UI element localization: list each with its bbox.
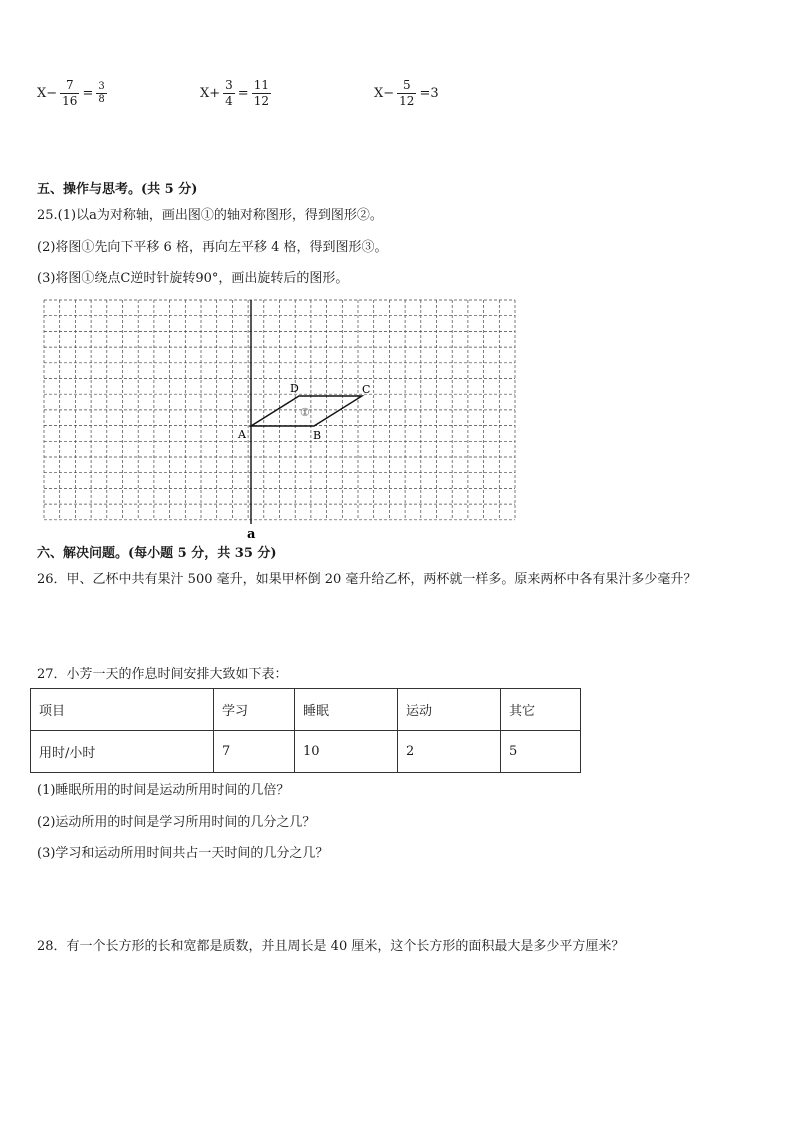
label-D: D bbox=[290, 382, 299, 395]
axis-label-a: a bbox=[247, 527, 256, 542]
question-25-2: (2)将图①先向下平移 6 格，再向左平移 4 格，得到图形③。 bbox=[37, 240, 388, 255]
fraction bbox=[60, 78, 79, 109]
question-25-3: (3)将图①绕点C逆时针旋转90°，画出旋转后的图形。 bbox=[37, 271, 349, 286]
dashed-grid bbox=[44, 300, 515, 520]
fraction bbox=[96, 81, 106, 106]
numerator: 7 bbox=[65, 78, 74, 92]
denominator: 4 bbox=[225, 94, 233, 108]
equation-3 bbox=[374, 78, 439, 109]
fraction bbox=[397, 78, 416, 109]
table-row bbox=[31, 731, 581, 773]
table-cell: 用时/小时 bbox=[31, 731, 214, 773]
equation-2 bbox=[200, 78, 274, 109]
table-row bbox=[31, 689, 581, 731]
equation-1 bbox=[37, 78, 110, 109]
label-A: A bbox=[238, 428, 246, 441]
question-27-intro: 27．小芳一天的作息时间安排大致如下表： bbox=[37, 667, 288, 682]
numerator: 3 bbox=[98, 81, 105, 92]
numerator: 3 bbox=[225, 78, 233, 92]
question-26: 26．甲、乙杯中共有果汁 500 毫升，如果甲杯倒 20 毫升给乙杯，两杯就一样多。原来两杯中各有果汁多少毫升？ bbox=[37, 572, 697, 587]
question-27-3: (3)学习和运动所用时间共占一天时间的几分之几？ bbox=[37, 846, 329, 861]
equation-left: X− bbox=[37, 86, 58, 101]
equation-result: 3 bbox=[430, 86, 439, 101]
schedule-table bbox=[30, 688, 581, 773]
grid-figure bbox=[30, 296, 520, 542]
fraction bbox=[252, 78, 271, 109]
denominator: 16 bbox=[62, 94, 78, 108]
numerator: 11 bbox=[253, 78, 269, 92]
numerator: 5 bbox=[402, 78, 411, 92]
table-cell: 睡眠 bbox=[295, 689, 398, 731]
denominator: 12 bbox=[253, 94, 269, 108]
section5-title: 五、操作与思考。(共 5 分) bbox=[37, 182, 198, 197]
section6-title: 六、解决问题。(每小题 5 分，共 35 分) bbox=[37, 546, 277, 561]
question-28: 28．有一个长方形的长和宽都是质数，并且周长是 40 厘米，这个长方形的面积最大是多少平方厘米？ bbox=[37, 939, 625, 954]
table-cell: 5 bbox=[501, 731, 581, 773]
equation-left: X+ bbox=[200, 86, 221, 101]
shape-label-1: ① bbox=[300, 406, 310, 419]
equals-sign: = bbox=[237, 86, 249, 101]
table-cell: 10 bbox=[295, 731, 398, 773]
table-cell: 运动 bbox=[398, 689, 501, 731]
table-cell: 学习 bbox=[214, 689, 295, 731]
denominator: 12 bbox=[399, 94, 415, 108]
table-cell: 其它 bbox=[501, 689, 581, 731]
denominator: 8 bbox=[98, 94, 105, 105]
question-27-2: (2)运动所用的时间是学习所用时间的几分之几？ bbox=[37, 815, 316, 830]
grid-svg bbox=[30, 296, 520, 542]
table-cell: 7 bbox=[214, 731, 295, 773]
label-B: B bbox=[313, 429, 322, 442]
equals-sign: = bbox=[419, 86, 431, 101]
question-27-1: (1)睡眠所用的时间是运动所用时间的几倍？ bbox=[37, 783, 290, 798]
table-cell: 2 bbox=[398, 731, 501, 773]
label-C: C bbox=[362, 383, 371, 396]
equation-left: X− bbox=[374, 86, 395, 101]
question-25-1: 25.(1)以a为对称轴，画出图①的轴对称图形，得到图形②。 bbox=[37, 208, 383, 223]
fraction bbox=[223, 78, 235, 109]
equals-sign: = bbox=[82, 86, 94, 101]
table-cell: 项目 bbox=[31, 689, 214, 731]
